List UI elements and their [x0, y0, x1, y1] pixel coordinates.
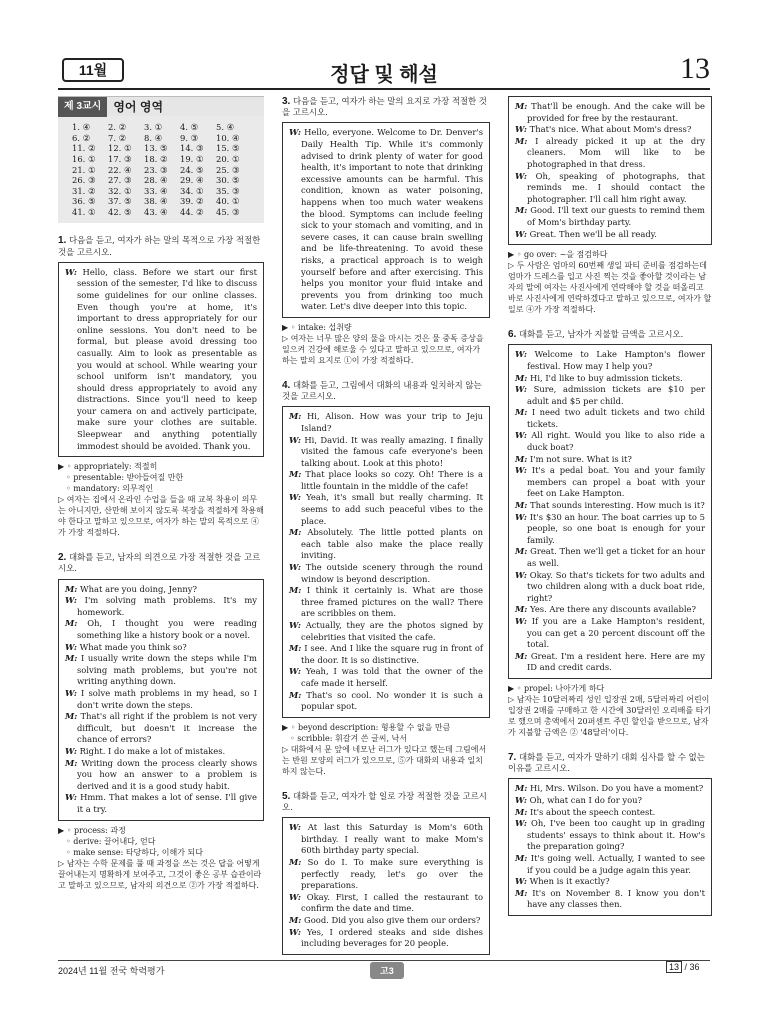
- column-3: [508, 96, 712, 920]
- note-line: ▶ ◦ propel: 나아가게 하다: [508, 683, 605, 693]
- answer-cell: 19. ①: [180, 154, 204, 165]
- section-period: 제 3교시: [58, 97, 107, 117]
- question-prompt: [282, 96, 490, 118]
- dialogue-line: [515, 795, 705, 807]
- speaker-label: M:: [515, 372, 528, 383]
- dialogue-line: [515, 124, 705, 136]
- answer-row: [72, 133, 252, 144]
- question-text: 다음을 듣고, 여자가 하는 말의 목적으로 가장 적절한 것을 고르시오.: [58, 235, 261, 257]
- dialogue-text: Great. Then we'll get a ticket for an hour as well.: [527, 546, 705, 569]
- answer-cell: 21. ①: [72, 164, 96, 175]
- speaker-label: W:: [515, 511, 527, 522]
- dialogue-text: All right. Would you like to also ride a duck boat?: [527, 430, 705, 453]
- dialogue-line: [65, 267, 257, 453]
- note-line: ◦ scribble: 휘갈겨 쓴 글씨, 낙서: [290, 733, 407, 743]
- dialogue-line: [65, 746, 257, 758]
- answer-key: [58, 116, 264, 223]
- dialogue-text: Oh, I've been too caught up in grading students' essays to think about it. How's the preparation going?: [527, 818, 705, 852]
- dialogue-line: [515, 454, 705, 466]
- dialogue-text: What are you doing, Jenny?: [80, 583, 197, 594]
- header-divider: [58, 88, 710, 90]
- answer-cell: 23. ③: [144, 164, 168, 175]
- dialogue-line: [515, 500, 705, 512]
- answer-cell: 22. ④: [108, 164, 132, 175]
- dialogue-line: [515, 229, 705, 241]
- dialogue-line: [289, 435, 483, 470]
- dialogue-text: It's a pedal boat. You and your family members can propel a boat with your feet on Lake Hampton.: [527, 465, 705, 499]
- note-line: ▶ ◦ appropriately: 적절히: [58, 462, 158, 472]
- answer-row: [72, 143, 252, 154]
- answer-cell: 10. ④: [216, 132, 240, 143]
- dialogue-line: [515, 853, 705, 876]
- speaker-label: M:: [515, 101, 528, 111]
- speaker-label: W:: [289, 562, 301, 573]
- dialogue-line: [515, 430, 705, 453]
- question-7: [508, 752, 712, 916]
- answer-cell: 35. ③: [216, 185, 240, 196]
- speaker-label: W:: [289, 127, 301, 138]
- dialogue-line: [289, 927, 483, 950]
- answer-cell: 16. ①: [72, 154, 96, 165]
- dialogue-line: [515, 604, 705, 616]
- note-line: ▷ 대화에서 문 앞에 네모난 러그가 있다고 했는데 그림에서는 반원 모양의 러그가 있으므로, ⑤가 대화의 내용과 일치하지 않는다.: [282, 744, 487, 776]
- speaker-label: W:: [289, 492, 301, 503]
- dialogue-text: Yes, I ordered steaks and side dishes including beverages for 20 people.: [301, 926, 483, 949]
- answer-cell: 5. ④: [216, 122, 235, 133]
- dialogue-text: Okay. So that's tickets for two adults and two children along with a duck boat ride, right?: [527, 569, 705, 603]
- footer-total: 36: [689, 962, 700, 972]
- answer-row: [72, 186, 252, 197]
- question-4: [282, 380, 490, 777]
- dialogue-text: That'll be enough. And the cake will be provided for free by the restaurant.: [527, 101, 705, 123]
- dialogue-line: [289, 857, 483, 892]
- speaker-label: W:: [515, 170, 527, 181]
- question-text: 대화를 듣고, 여자가 할 일로 가장 적절한 것을 고르시오.: [282, 790, 487, 812]
- question-5: [282, 791, 490, 955]
- speaker-label: W:: [289, 620, 301, 630]
- dialogue-text: Yeah, it's small but really charming. It seems to add such peaceful vibes to the place.: [301, 492, 483, 526]
- dialogue-line: [515, 349, 705, 372]
- question-prompt: [58, 235, 264, 257]
- explanation-notes: [282, 722, 490, 777]
- dialogue-line: [515, 384, 705, 407]
- speaker-label: M:: [289, 585, 302, 596]
- dialogue-text: Hmm. That makes a lot of sense. I'll give it a try.: [77, 792, 257, 814]
- dialogue-line: [515, 616, 705, 651]
- speaker-label: W:: [65, 595, 77, 606]
- dialogue-line: [65, 618, 257, 641]
- answer-cell: 34. ①: [180, 185, 204, 196]
- speaker-label: M:: [515, 783, 528, 794]
- dialogue-box: [508, 344, 712, 679]
- speaker-label: M:: [515, 887, 528, 898]
- answer-cell: 31. ②: [72, 185, 96, 196]
- dialogue-text: Yes. Are there any discounts available?: [530, 604, 696, 615]
- dialogue-box: [282, 406, 490, 717]
- dialogue-line: [65, 653, 257, 688]
- dialogue-text: I'm solving math problems. It's my homework.: [77, 595, 257, 617]
- answer-cell: 36. ⑤: [72, 196, 96, 207]
- dialogue-text: Oh, speaking of photographs, that reminds me. I should contact the photographer. I'll call him right away.: [527, 170, 705, 204]
- speaker-label: W:: [65, 266, 77, 277]
- dialogue-text: That's so cool. No wonder it is such a popular spot.: [301, 689, 483, 712]
- dialogue-line: [289, 492, 483, 527]
- dialogue-line: [515, 171, 705, 206]
- answer-cell: 44. ②: [180, 207, 204, 218]
- dialogue-box: [508, 96, 712, 245]
- dialogue-line: [515, 407, 705, 430]
- answer-row: [72, 196, 252, 207]
- dialogue-line: [289, 666, 483, 689]
- dialogue-text: Right. I do make a lot of mistakes.: [79, 745, 226, 756]
- answer-cell: 11. ②: [72, 143, 96, 154]
- note-line: ▷ 여자는 집에서 온라인 수업을 들을 때 교복 착용이 의무는 아니지만, 산만해 보이지 않도록 복장을 적절하게 착용해야 한다고 말하고 있으므로, 여자가 하는 말의 목적으로 ④가 가장 적절하다.: [58, 495, 264, 538]
- note-line: ▶ ◦ intake: 섭취량: [282, 322, 352, 332]
- speaker-label: W:: [515, 349, 527, 360]
- note-line: ◦ derive: 끌어내다, 얻다: [66, 836, 156, 846]
- page-title: 정답 및 해설: [330, 64, 438, 86]
- answer-cell: 40. ①: [216, 196, 240, 207]
- speaker-label: M:: [65, 583, 78, 594]
- dialogue-line: [65, 688, 257, 711]
- question-prompt: [58, 552, 264, 574]
- dialogue-text: I need two adult tickets and two child tickets.: [527, 407, 705, 429]
- speaker-label: M:: [515, 205, 528, 216]
- dialogue-text: Great. Then we'll be all ready.: [529, 228, 657, 239]
- dialogue-text: Hello, everyone. Welcome to Dr. Denver's Daily Health Tip. While it's commonly advised to drink plenty of water for good health, it's important to note that drinking excessive amounts can be harmful. This condition, known as water poisoning, happens when too much water weakens the blood. Symptoms can include feeling sick to your stomach and vomiting, and in severe cases, it can cause brain swelling and be life-threatening. To avoid these risks, a practical approach is to weigh yourself before and after exercising. This helps you monitor your fluid intake and prevents you from drinking too much water. Let's dive deeper into this topic.: [301, 127, 483, 312]
- dialogue-line: [289, 127, 483, 313]
- note-line: ▷ 두 사람은 엄마의 60번째 생일 파티 준비를 점검하는데 엄마가 드레스를 입고 사진 찍는 것을 좋아할 것이라는 남자의 말에 여자는 사진사에게 연락해야 할 것을 떠올리고 바로 사진사에게 연락하겠다고 말하고 있으므로, 여자가 할 일로 ④가 가장 적절하다.: [508, 261, 712, 315]
- note-line: ◦ make sense: 타당하다, 이해가 되다: [66, 847, 203, 857]
- question-text: 대화를 듣고, 남자가 지불할 금액을 고르시오.: [519, 329, 684, 340]
- column-2: [282, 96, 490, 959]
- speaker-label: M:: [515, 500, 528, 511]
- answer-cell: 43. ④: [144, 207, 168, 218]
- dialogue-box: [508, 778, 712, 916]
- column-1: [58, 96, 264, 905]
- question-number: 6.: [508, 329, 517, 341]
- dialogue-text: It's on November 8. I know you don't have any classes then.: [527, 887, 705, 910]
- footer-page: 13: [666, 961, 682, 973]
- dialogue-text: I solve math problems in my head, so I don't write down the steps.: [77, 688, 257, 710]
- page-header: [58, 52, 710, 92]
- speaker-label: M:: [289, 914, 302, 925]
- answer-cell: 7. ②: [108, 132, 127, 143]
- dialogue-text: Hi, Mrs. Wilson. Do you have a moment?: [530, 783, 704, 794]
- speaker-label: W:: [515, 876, 527, 887]
- answer-cell: 29. ④: [180, 175, 204, 186]
- dialogue-text: That's all right if the problem is not very difficult, but doesn't it increase the chance of errors?: [77, 711, 257, 745]
- dialogue-box: [58, 579, 264, 821]
- question-number: 4.: [282, 379, 291, 391]
- question-prompt: [282, 380, 490, 402]
- dialogue-line: [515, 512, 705, 547]
- question-text: 대화를 듣고, 그림에서 대화의 내용과 일치하지 않는 것을 고르시오.: [282, 379, 482, 402]
- question-number: 5.: [282, 790, 291, 802]
- dialogue-line: [515, 783, 705, 795]
- answer-row: [72, 164, 252, 175]
- dialogue-text: Good. I'll text our guests to remind them of Mom's birthday party.: [527, 205, 705, 227]
- footer-divider: [58, 960, 710, 961]
- dialogue-text: Hi, David. It was really amazing. I finally visited the famous cafe everyone's been talking about. Look at this photo!: [301, 434, 483, 468]
- answer-cell: 18. ②: [144, 154, 168, 165]
- dialogue-line: [289, 643, 483, 666]
- note-line: ▷ 여자는 너무 많은 양의 물을 마시는 것은 물 중독 증상을 일으켜 건강에 해로울 수 있다고 말하고 있으므로, 여자가 하는 말의 요지로 ①이 가장 적절하다.: [282, 333, 484, 365]
- answer-row: [72, 122, 252, 133]
- dialogue-text: Oh, I thought you were reading something like a history book or a novel.: [77, 618, 258, 641]
- speaker-label: W:: [65, 745, 77, 756]
- speaker-label: M:: [65, 653, 78, 664]
- speaker-label: W:: [515, 794, 527, 805]
- question-text: 대화를 듣고, 남자의 의견으로 가장 적절한 것을 고르시오.: [58, 552, 261, 574]
- dialogue-line: [515, 465, 705, 500]
- speaker-label: M:: [289, 689, 302, 700]
- dialogue-text: I'm not sure. What is it?: [530, 453, 632, 464]
- dialogue-text: Great. I'm a resident here. Here are my ID and credit cards.: [527, 650, 705, 673]
- answer-cell: 4. ⑤: [180, 122, 199, 133]
- dialogue-text: It's about the speech contest.: [530, 806, 656, 817]
- speaker-label: M:: [515, 135, 528, 146]
- dialogue-line: [289, 562, 483, 585]
- speaker-label: M:: [515, 852, 528, 863]
- speaker-label: M:: [515, 806, 528, 817]
- dialogue-line: [515, 818, 705, 853]
- dialogue-text: What made you think so?: [79, 641, 187, 652]
- answer-cell: 39. ②: [180, 196, 204, 207]
- note-line: ▷ 남자는 수학 문제를 풀 때 과정을 쓰는 것은 답을 어떻게 끌어내는지 명확하게 보여주고, 그것이 좋은 공부 습관이라고 말하고 있으므로, 남자의 의견으로 ②가 가장 적절하다.: [58, 858, 262, 890]
- answer-row: [72, 154, 252, 165]
- answer-cell: 38. ④: [144, 196, 168, 207]
- footer-exam-name: 2024년 11월 전국 학력평가: [58, 966, 165, 976]
- speaker-label: M:: [515, 453, 528, 464]
- speaker-label: W:: [289, 434, 301, 445]
- dialogue-text: That place looks so cozy. Oh! There is a little fountain in the middle of the cafe!: [301, 469, 483, 491]
- speaker-label: W:: [515, 124, 527, 135]
- dialogue-line: [289, 822, 483, 857]
- question-text: 다음을 듣고, 여자가 하는 말의 요지로 가장 적절한 것을 고르시오.: [282, 96, 487, 118]
- dialogue-line: [289, 527, 483, 562]
- answer-row: [72, 207, 252, 218]
- answer-cell: 17. ③: [108, 154, 132, 165]
- question-2: [58, 552, 264, 890]
- dialogue-line: [515, 101, 705, 124]
- speaker-label: M:: [515, 650, 528, 661]
- dialogue-line: [289, 620, 483, 643]
- speaker-label: W:: [289, 666, 301, 677]
- dialogue-line: [515, 205, 705, 228]
- question-5-continued: [508, 96, 712, 315]
- dialogue-line: [515, 807, 705, 819]
- footer-grade-badge: 고3: [370, 962, 404, 979]
- answer-row: [72, 175, 252, 186]
- speaker-label: W:: [515, 228, 527, 239]
- note-line: ◦ presentable: 받아들여질 만한: [66, 473, 184, 483]
- dialogue-text: Hi, Alison. How was your trip to Jeju Island?: [301, 411, 483, 433]
- dialogue-line: [65, 595, 257, 618]
- dialogue-line: [515, 570, 705, 605]
- dialogue-text: Actually, they are the photos signed by celebrities that visited the cafe.: [301, 620, 483, 642]
- dialogue-line: [289, 469, 483, 492]
- answer-cell: 14. ③: [180, 143, 204, 154]
- dialogue-box: [282, 817, 490, 955]
- dialogue-line: [289, 411, 483, 434]
- answer-cell: 28. ④: [144, 175, 168, 186]
- speaker-label: M:: [515, 604, 528, 615]
- question-prompt: [508, 752, 712, 774]
- speaker-label: M:: [289, 643, 302, 654]
- dialogue-line: [289, 690, 483, 713]
- dialogue-line: [65, 792, 257, 815]
- answer-cell: 12. ①: [108, 143, 132, 154]
- note-line: ▶ ◦ beyond description: 형용할 수 없을 만큼: [282, 722, 451, 732]
- dialogue-text: If you are a Lake Hampton's resident, you can get a 20 percent discount off the total.: [527, 615, 705, 650]
- dialogue-line: [515, 651, 705, 674]
- question-number: 3.: [282, 96, 291, 107]
- speaker-label: W:: [65, 641, 77, 652]
- speaker-label: M:: [289, 527, 302, 538]
- dialogue-text: That sounds interesting. How much is it?: [530, 500, 705, 511]
- answer-cell: 37. ⑤: [108, 196, 132, 207]
- speaker-label: W:: [289, 822, 301, 833]
- dialogue-line: [515, 876, 705, 888]
- dialogue-line: [289, 585, 483, 620]
- speaker-label: W:: [515, 569, 527, 580]
- dialogue-text: That's nice. What about Mom's dress?: [529, 124, 692, 135]
- answer-cell: 1. ④: [72, 122, 91, 133]
- answer-cell: 26. ③: [72, 175, 96, 186]
- dialogue-text: Good. Did you also give them our orders?: [304, 914, 481, 925]
- dialogue-line: [515, 546, 705, 569]
- dialogue-line: [65, 642, 257, 654]
- footer-page-indicator: 13 / 36: [666, 962, 700, 972]
- dialogue-text: Okay. First, I called the restaurant to confirm the date and time.: [301, 891, 483, 914]
- section-tag: [58, 96, 264, 116]
- dialogue-line: [289, 915, 483, 927]
- dialogue-line: [65, 758, 257, 793]
- question-number: 2.: [58, 552, 67, 564]
- dialogue-line: [515, 136, 705, 171]
- question-3: [282, 96, 490, 366]
- dialogue-text: Hi, I'd like to buy admission tickets.: [530, 372, 683, 383]
- speaker-label: W:: [289, 891, 301, 902]
- explanation-notes: [508, 249, 712, 315]
- dialogue-line: [515, 888, 705, 911]
- dialogue-text: So do I. To make sure everything is perfectly ready, let's go over the preparations.: [301, 856, 483, 891]
- dialogue-text: I think it certainly is. What are those three framed pictures on the wall? There are scribbles on them.: [301, 585, 483, 619]
- answer-cell: 3. ①: [144, 122, 163, 133]
- answer-cell: 33. ④: [144, 185, 168, 196]
- dialogue-line: [65, 584, 257, 596]
- page-number: 13: [680, 52, 710, 85]
- speaker-label: M:: [515, 546, 528, 557]
- dialogue-line: [515, 373, 705, 385]
- dialogue-text: I usually write down the steps while I'm solving math problems, but you're not writing anything down.: [77, 653, 257, 687]
- answer-cell: 9. ③: [180, 132, 199, 143]
- question-text: 대화를 듣고, 여자가 말하기 대회 심사를 할 수 없는 이유를 고르시오.: [508, 751, 705, 774]
- note-line: ▶ ◦ process: 과정: [58, 825, 126, 835]
- section-name: 영어 영역: [113, 100, 164, 114]
- question-number: 1.: [58, 235, 67, 247]
- speaker-label: W:: [515, 430, 527, 441]
- dialogue-text: At last this Saturday is Mom's 60th birthday. I really want to make Mom's 60th birthday party special.: [301, 822, 483, 856]
- answer-cell: 41. ①: [72, 207, 96, 218]
- dialogue-text: Oh, what can I do for you?: [529, 794, 643, 805]
- question-6: [508, 329, 712, 738]
- dialogue-text: Yeah, I was told that the owner of the cafe made it herself.: [301, 666, 483, 688]
- speaker-label: W:: [515, 615, 527, 626]
- dialogue-box: [282, 122, 490, 318]
- speaker-label: W:: [65, 688, 77, 698]
- answer-cell: 13. ⑤: [144, 143, 168, 154]
- explanation-notes: [282, 322, 490, 366]
- dialogue-box: [58, 262, 264, 458]
- dialogue-text: Absolutely. The little potted plants on each table also make the place really inviting.: [301, 527, 483, 561]
- answer-cell: 2. ②: [108, 122, 127, 133]
- speaker-label: W:: [515, 384, 527, 395]
- speaker-label: W:: [289, 926, 301, 937]
- question-number: 7.: [508, 751, 517, 763]
- answer-cell: 15. ⑤: [216, 143, 240, 154]
- speaker-label: M:: [515, 407, 528, 418]
- answer-cell: 8. ④: [144, 132, 163, 143]
- dialogue-text: Writing down the process clearly shows you how an answer to a problem is derived and it is a good study habit.: [77, 757, 257, 791]
- dialogue-text: Sure, admission tickets are $10 per adult and $5 per child.: [527, 384, 705, 406]
- note-line: ▶ ◦ go over: ~을 점검하다: [508, 250, 608, 260]
- speaker-label: W:: [65, 792, 77, 803]
- speaker-label: M:: [289, 856, 302, 867]
- speaker-label: M:: [289, 469, 302, 480]
- answer-cell: 20. ①: [216, 154, 240, 165]
- note-line: ◦ mandatory: 의무적인: [66, 484, 154, 494]
- explanation-notes: [58, 825, 264, 891]
- dialogue-line: [65, 711, 257, 746]
- dialogue-text: It's going well. Actually, I wanted to see if you could be a judge again this year.: [527, 852, 705, 875]
- explanation-notes: [58, 461, 264, 538]
- question-prompt: [508, 329, 712, 340]
- answer-cell: 32. ①: [108, 185, 132, 196]
- question-prompt: [282, 791, 490, 813]
- answer-cell: 45. ③: [216, 207, 240, 218]
- answer-cell: 25. ③: [216, 164, 240, 175]
- dialogue-line: [289, 892, 483, 915]
- dialogue-text: The outside scenery through the round window is beyond description.: [301, 562, 483, 584]
- speaker-label: M:: [65, 618, 78, 629]
- speaker-label: M:: [289, 411, 302, 422]
- explanation-notes: [508, 683, 712, 738]
- answer-cell: 42. ⑤: [108, 207, 132, 218]
- answer-cell: 30. ⑤: [216, 175, 240, 186]
- speaker-label: M:: [65, 757, 78, 768]
- dialogue-text: Welcome to Lake Hampton's flower festival. How may I help you?: [527, 349, 705, 371]
- dialogue-text: When is it exactly?: [529, 876, 610, 887]
- speaker-label: M:: [65, 711, 78, 722]
- answer-cell: 24. ⑤: [180, 164, 204, 175]
- dialogue-text: I already picked it up at the dry cleaners. Mom will like to be photographed in that dress.: [527, 135, 705, 169]
- month-badge: 11월: [62, 58, 124, 82]
- dialogue-text: I see. And I like the square rug in front of the door. It is so distinctive.: [301, 643, 483, 665]
- speaker-label: W:: [515, 465, 527, 476]
- dialogue-text: Hello, class. Before we start our first session of the semester, I'd like to discuss some guidelines for our online classes. Even though you're at home, it's important to dress appropriately for our online sessions. You don't need to be formal, but please avoid dressing too casually. Aim to look as presentable as you would at school. While wearing your school uniform isn't mandatory, you should dress appropriately to avoid any distractions. Since you'll need to keep your camera on and actively participate, make sure your clothes are suitable. Sleepwear and anything potentially immodest should be avoided. Thank you.: [77, 266, 257, 451]
- dialogue-text: It's $30 an hour. The boat carries up to 5 people, so one boat is enough for your family.: [527, 511, 705, 545]
- note-line: ▷ 남자는 10달러짜리 성인 입장권 2매, 5달러짜리 어린이 입장권 2매를 구매하고 한 시간에 30달러인 오리배를 타기로 했으며 총액에서 20퍼센트 주민 할인을 받으므로, 남자가 지불할 금액은 ② '48달러'이다.: [508, 694, 712, 737]
- answer-cell: 6. ②: [72, 132, 91, 143]
- speaker-label: W:: [515, 818, 527, 829]
- question-1: [58, 235, 264, 538]
- answer-cell: 27. ③: [108, 175, 132, 186]
